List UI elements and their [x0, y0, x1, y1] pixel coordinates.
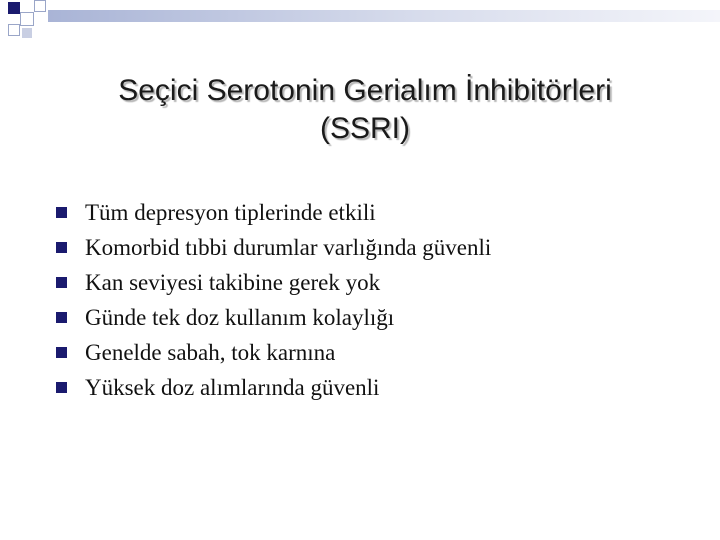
bullet-list	[56, 195, 491, 405]
bullet-item	[56, 195, 491, 230]
bullet-item	[56, 335, 491, 370]
bullet-item	[56, 230, 491, 265]
bullet-item	[56, 300, 491, 335]
bullet-text: Tüm depresyon tiplerinde etkili	[85, 199, 376, 225]
slide-title-line-2: (SSRI)	[320, 112, 410, 145]
decorative-top-bar	[48, 10, 720, 22]
decorative-square	[34, 0, 46, 12]
square-bullet-icon	[56, 347, 67, 358]
decorative-square	[8, 2, 20, 14]
slide-title-line-1: Seçici Serotonin Gerialım İnhibitörleri	[118, 74, 612, 107]
decorative-square	[22, 28, 32, 38]
decorative-square	[20, 12, 34, 26]
square-bullet-icon	[56, 277, 67, 288]
square-bullet-icon	[56, 207, 67, 218]
bullet-text: Komorbid tıbbi durumlar varlığında güvenli	[85, 234, 492, 260]
slide-title	[40, 72, 690, 148]
bullet-text: Genelde sabah, tok karnına	[85, 339, 336, 365]
square-bullet-icon	[56, 382, 67, 393]
bullet-item	[56, 370, 491, 405]
bullet-text: Yüksek doz alımlarında güvenli	[85, 374, 380, 400]
bullet-text: Günde tek doz kullanım kolaylığı	[85, 304, 395, 330]
square-bullet-icon	[56, 312, 67, 323]
decorative-square	[8, 24, 20, 36]
square-bullet-icon	[56, 242, 67, 253]
bullet-text: Kan seviyesi takibine gerek yok	[85, 269, 381, 295]
bullet-item	[56, 265, 491, 300]
